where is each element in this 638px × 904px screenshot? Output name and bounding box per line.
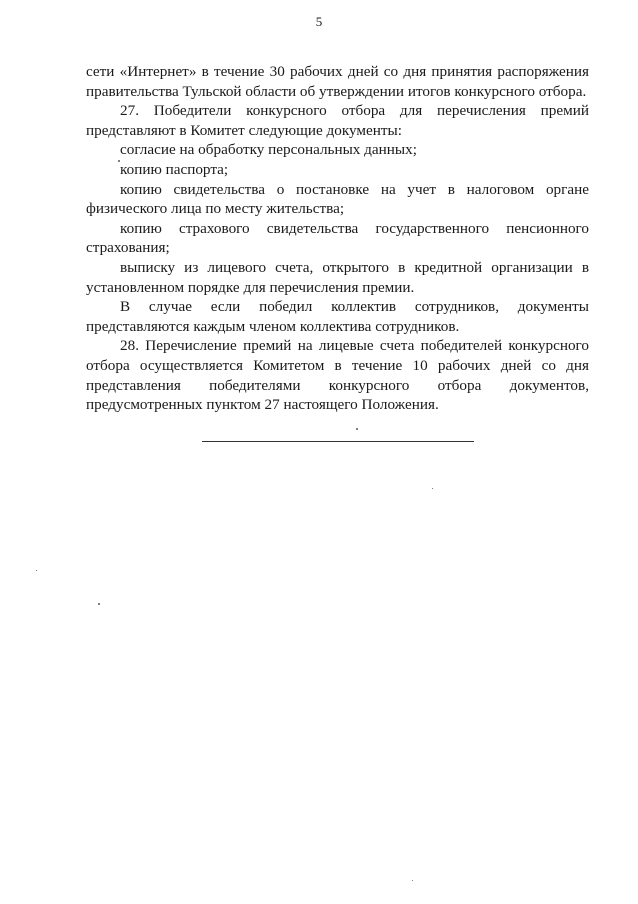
page-number: 5: [315, 14, 323, 29]
paragraph-passport: копию паспорта;: [120, 160, 229, 178]
paragraph-team-case: В случае если победил коллектив сотрудников, документы представляются каждым членом коллектива сотрудников.: [86, 298, 589, 335]
end-divider-line: [202, 441, 474, 442]
scan-speck: [356, 428, 358, 430]
document-body: [86, 62, 589, 415]
scan-speck: [118, 160, 120, 162]
paragraph-continuation: сети «Интернет» в течение 30 рабочих дней со дня принятия распоряжения правительства Тульской области об утверждении итогов конкурсного отбора.: [86, 63, 589, 100]
paragraph-item-28: 28. Перечисление премий на лицевые счета победителей конкурсного отбора осуществляется Комитетом в течение 10 рабочих дней со дня представления победителями конкурсного отбора документов, предусмотренных пунктом 27 настоящего Положения.: [86, 337, 589, 414]
paragraph-account-statement: выписку из лицевого счета, открытого в кредитной организации в установленном порядке для перечисления премии.: [86, 258, 589, 296]
scan-speck: [98, 603, 100, 605]
paragraph-tax-certificate: копию свидетельства о постановке на учет в налоговом органе физического лица по месту жительства;: [86, 180, 589, 218]
scan-speck: [432, 488, 433, 489]
paragraph-consent: согласие на обработку персональных данных;: [120, 141, 417, 159]
paragraph-item-27: 27. Победители конкурсного отбора для перечисления премий представляют в Комитет следующие документы:: [86, 102, 589, 139]
scan-speck: [36, 570, 37, 571]
paragraph-insurance-certificate: копию страхового свидетельства государственного пенсионного страхования;: [86, 219, 589, 257]
scan-speck: [412, 880, 413, 881]
